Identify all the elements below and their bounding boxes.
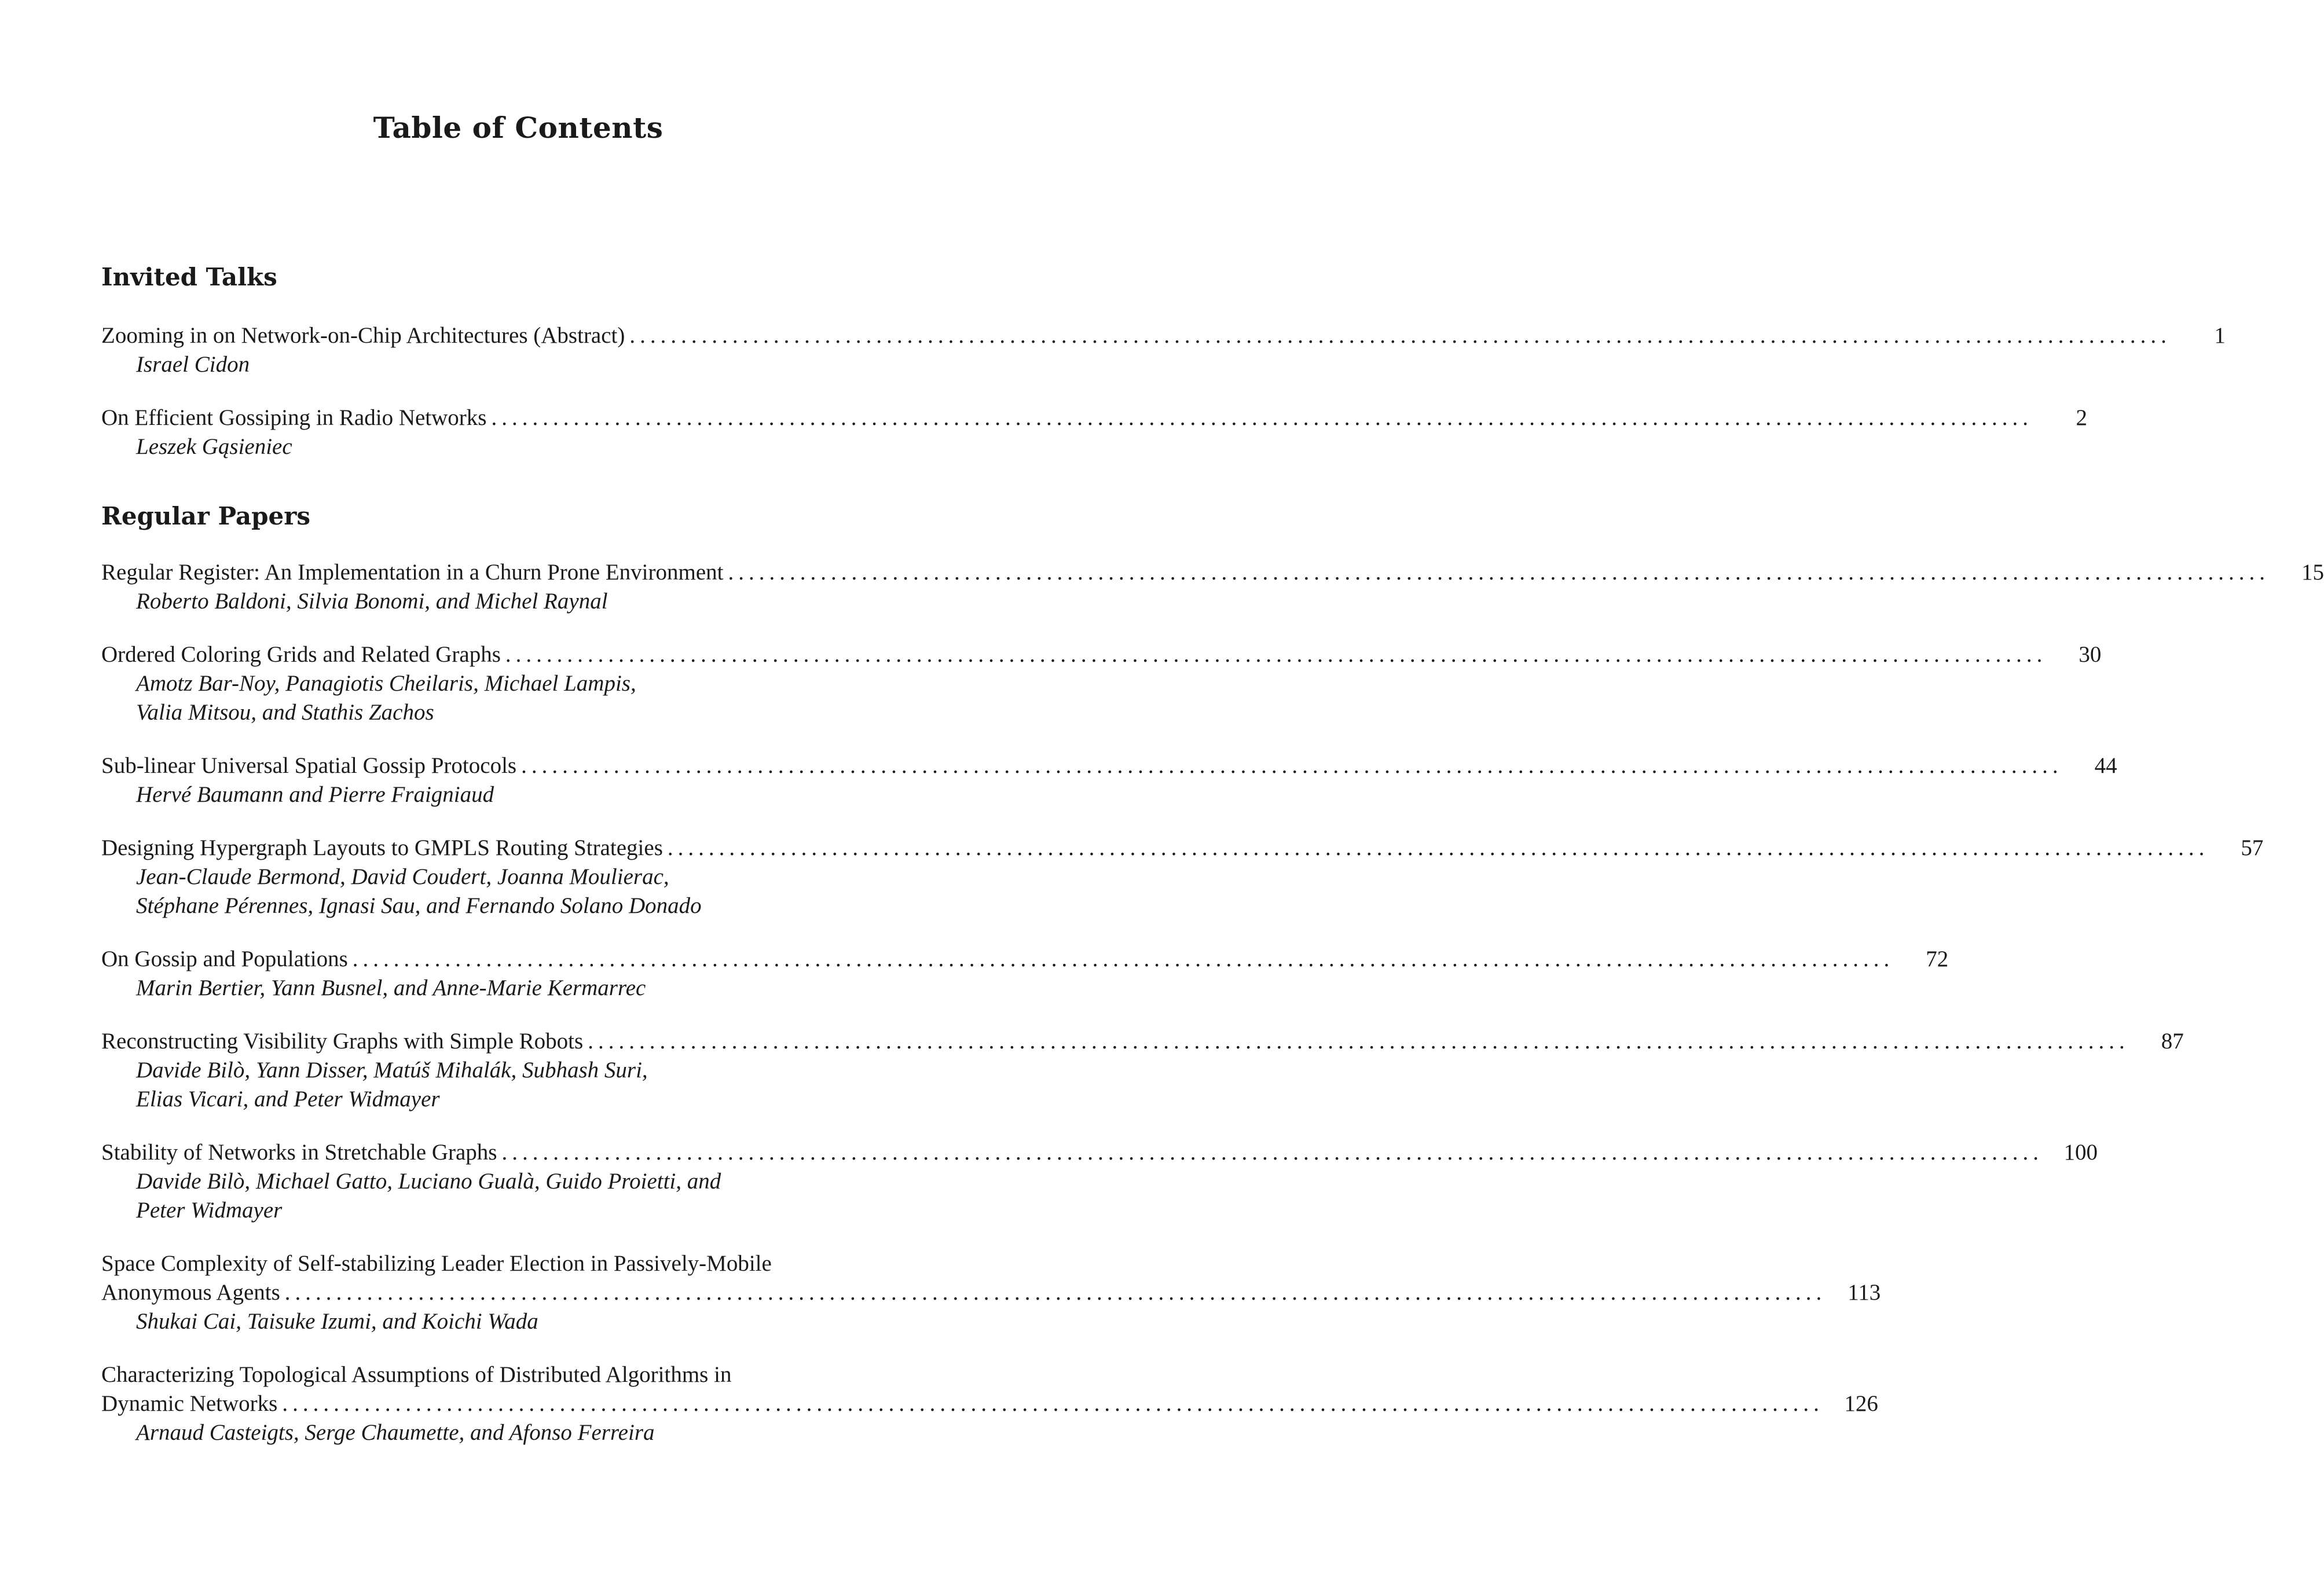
entry-authors: Valia Mitsou, and Stathis Zachos bbox=[136, 700, 434, 725]
entry-page-number: 72 bbox=[1926, 947, 1949, 971]
entry-title: Zooming in on Network-on-Chip Architectures (Abstract) bbox=[101, 321, 629, 350]
entry-authors: Israel Cidon bbox=[136, 352, 250, 377]
toc-entry[interactable] bbox=[101, 558, 2324, 616]
section-heading-regular-papers: Regular Papers bbox=[101, 502, 310, 530]
entry-authors: Leszek Gąsieniec bbox=[136, 434, 292, 459]
entry-title: Regular Register: An Implementation in a Churn Prone Environment bbox=[101, 558, 728, 587]
toc-entry[interactable] bbox=[101, 403, 2087, 461]
entry-authors: Jean-Claude Bermond, David Coudert, Joanna Moulierac, bbox=[136, 864, 669, 889]
entry-authors: Davide Bilò, Michael Gatto, Luciano Gualà, Guido Proietti, and bbox=[136, 1169, 721, 1194]
entry-page-number: 57 bbox=[2241, 835, 2264, 860]
entry-title: Reconstructing Visibility Graphs with Simple Robots bbox=[101, 1027, 588, 1056]
dot-leader: ...................................................................................................................................................... bbox=[352, 947, 1894, 971]
entry-authors: Elias Vicari, and Peter Widmayer bbox=[136, 1087, 440, 1112]
entry-title: On Efficient Gossiping in Radio Networks bbox=[101, 403, 491, 432]
entry-page-number: 2 bbox=[2076, 405, 2087, 430]
entry-page-number: 100 bbox=[2063, 1140, 2098, 1165]
entry-authors: Hervé Baumann and Pierre Fraigniaud bbox=[136, 782, 494, 807]
entry-authors: Roberto Baldoni, Silvia Bonomi, and Michel Raynal bbox=[136, 589, 608, 614]
toc-entry[interactable] bbox=[101, 1360, 1878, 1447]
dot-leader: ...................................................................................................................................................... bbox=[588, 1029, 2129, 1054]
toc-entry[interactable] bbox=[101, 1249, 1881, 1336]
entry-title-continued: Dynamic Networks bbox=[101, 1389, 282, 1418]
entry-title: Designing Hypergraph Layouts to GMPLS Routing Strategies bbox=[101, 834, 668, 863]
entry-authors: Arnaud Casteigts, Serge Chaumette, and Afonso Ferreira bbox=[136, 1420, 655, 1445]
entry-page-number: 113 bbox=[1848, 1280, 1881, 1305]
entry-title: On Gossip and Populations bbox=[101, 945, 353, 974]
entry-page-number: 15 bbox=[2301, 560, 2324, 585]
toc-entry[interactable] bbox=[101, 945, 1949, 1003]
entry-title: Characterizing Topological Assumptions of Distributed Algorithms in bbox=[101, 1362, 732, 1387]
dot-leader: ...................................................................................................................................................... bbox=[282, 1391, 1824, 1416]
dot-leader: ...................................................................................................................................................... bbox=[629, 323, 2171, 348]
entry-title: Stability of Networks in Stretchable Graphs bbox=[101, 1138, 501, 1167]
entry-authors: Shukai Cai, Taisuke Izumi, and Koichi Wada bbox=[136, 1309, 538, 1334]
page-title: Table of Contents bbox=[373, 111, 664, 145]
section-heading-invited-talks: Invited Talks bbox=[101, 263, 277, 291]
dot-leader: ...................................................................................................................................................... bbox=[728, 560, 2270, 585]
entry-page-number: 87 bbox=[2161, 1029, 2184, 1054]
entry-authors: Davide Bilò, Yann Disser, Matúš Mihalák, Subhash Suri, bbox=[136, 1058, 648, 1083]
entry-authors: Amotz Bar-Noy, Panagiotis Cheilaris, Michael Lampis, bbox=[136, 671, 636, 696]
entry-title-continued: Anonymous Agents bbox=[101, 1278, 285, 1307]
toc-entry[interactable] bbox=[101, 640, 2102, 727]
dot-leader: ...................................................................................................................................................... bbox=[491, 405, 2033, 430]
toc-entry[interactable] bbox=[101, 1027, 2184, 1114]
dot-leader: ...................................................................................................................................................... bbox=[521, 753, 2063, 778]
entry-page-number: 44 bbox=[2094, 753, 2117, 778]
dot-leader: ...................................................................................................................................................... bbox=[505, 642, 2047, 667]
toc-entry[interactable] bbox=[101, 751, 2117, 809]
dot-leader: ...................................................................................................................................................... bbox=[501, 1140, 2043, 1165]
entry-authors: Peter Widmayer bbox=[136, 1198, 283, 1223]
toc-entry[interactable] bbox=[101, 834, 2264, 920]
entry-page-number: 30 bbox=[2079, 642, 2102, 667]
entry-title: Sub-linear Universal Spatial Gossip Protocols bbox=[101, 751, 521, 780]
entry-page-number: 1 bbox=[2214, 323, 2226, 348]
entry-title: Space Complexity of Self-stabilizing Leader Election in Passively-Mobile bbox=[101, 1251, 772, 1276]
dot-leader: ...................................................................................................................................................... bbox=[667, 835, 2209, 860]
entry-title: Ordered Coloring Grids and Related Graphs bbox=[101, 640, 505, 669]
entry-page-number: 126 bbox=[1844, 1391, 1878, 1416]
entry-authors: Stéphane Pérennes, Ignasi Sau, and Fernando Solano Donado bbox=[136, 893, 702, 918]
toc-entry[interactable] bbox=[101, 321, 2226, 379]
dot-leader: ...................................................................................................................................................... bbox=[284, 1280, 1827, 1305]
toc-entry[interactable] bbox=[101, 1138, 2098, 1225]
entry-authors: Marin Bertier, Yann Busnel, and Anne-Marie Kermarrec bbox=[136, 975, 646, 1000]
